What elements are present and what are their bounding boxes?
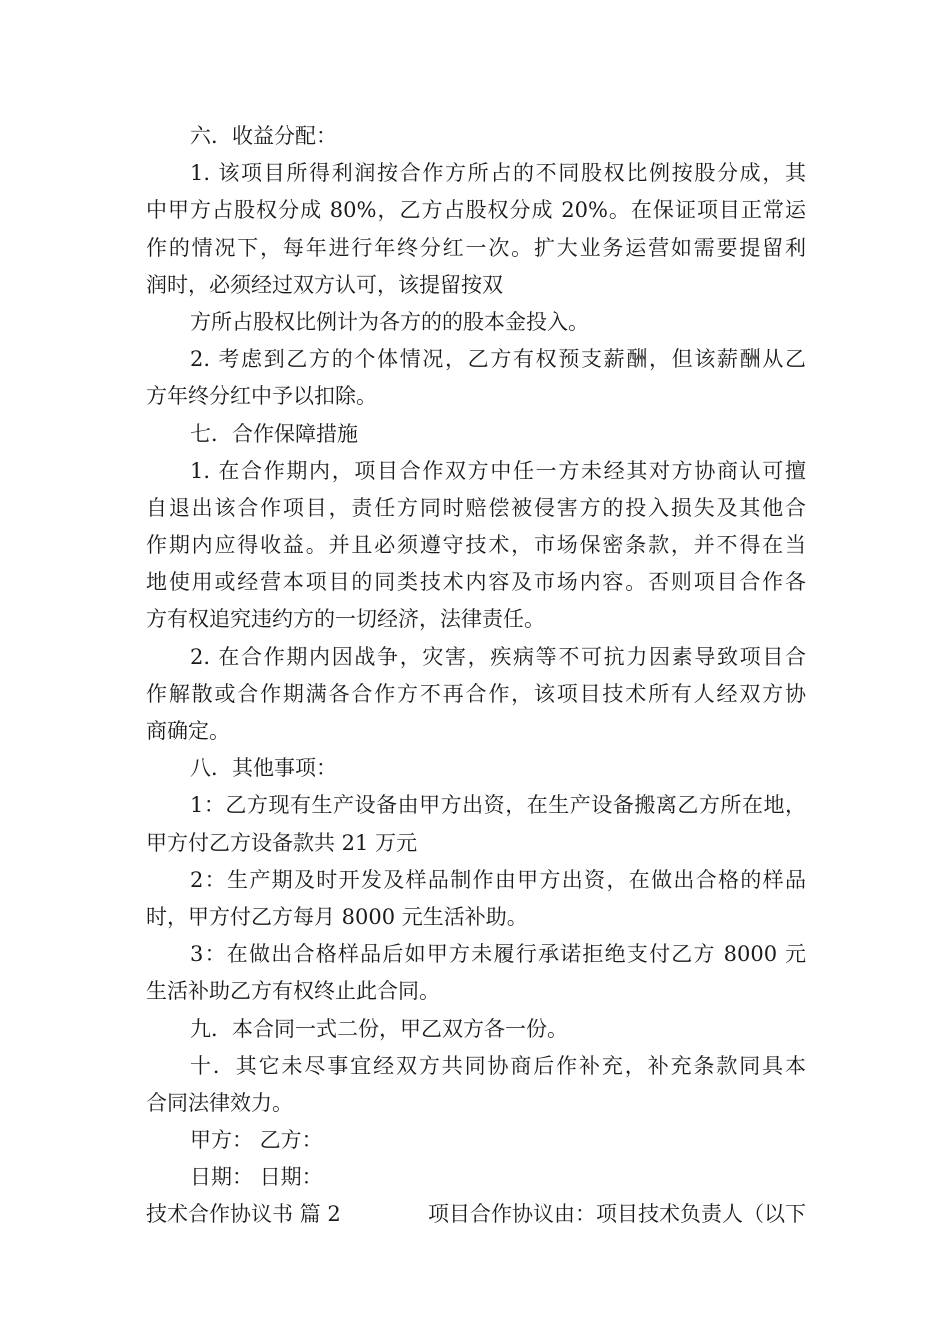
paragraph-line: 1. 该项目所得利润按合作方所占的不同股权比例按股分成，其 [190, 161, 806, 186]
document-body [146, 118, 806, 1234]
paragraph-line: 地使用或经营本项目的同类技术内容及市场内容。否则项目合作各 [146, 570, 806, 595]
next-article-line [146, 1196, 806, 1233]
paragraph-line: 合同法律效力。 [146, 1090, 293, 1115]
paragraph-line: 方有权追究违约方的一切经济，法律责任。 [146, 607, 545, 632]
signature-parties: 甲方： 乙方： [190, 1128, 323, 1153]
signature-dates: 日期： 日期： [190, 1165, 323, 1190]
paragraph-line: 1：乙方现有生产设备由甲方出资，在生产设备搬离乙方所在地， [190, 793, 806, 818]
paragraph-line: 商确定。 [146, 719, 230, 743]
next-article-title: 技术合作协议书 篇 2 [146, 1202, 341, 1227]
paragraph-line: 自退出该合作项目，责任方同时赔偿被侵害方的投入损失及其他合 [146, 495, 806, 520]
paragraph-line: 3：在做出合格样品后如甲方未履行承诺拒绝支付乙方 8000 元 [190, 942, 806, 967]
paragraph-line: 作期内应得收益。并且必须遵守技术，市场保密条款，并不得在当 [146, 533, 806, 558]
next-article-intro: 项目合作协议由：项目技术负责人（以下 [428, 1202, 806, 1227]
paragraph-line: 2：生产期及时开发及样品制作由甲方出资，在做出合格的样品 [190, 867, 806, 892]
section-heading-7: 七．合作保障措施 [190, 421, 358, 446]
paragraph-line: 2. 在合作期内因战争，灾害，疾病等不可抗力因素导致项目合 [190, 644, 806, 669]
paragraph-line: 作解散或合作期满各合作方不再合作，该项目技术所有人经双方协 [146, 681, 806, 706]
paragraph-line: 润时，必须经过双方认可，该提留按双 [146, 272, 503, 297]
section-heading-10: 十．其它未尽事宜经双方共同协商后作补充，补充条款同具本 [190, 1053, 806, 1078]
paragraph-line: 生活补助乙方有权终止此合同。 [146, 979, 440, 1004]
paragraph-line: 2. 考虑到乙方的个体情况，乙方有权预支薪酬，但该薪酬从乙 [190, 347, 806, 372]
section-heading-9: 九．本合同一式二份，甲乙双方各一份。 [190, 1016, 568, 1041]
paragraph-line: 1. 在合作期内，项目合作双方中任一方未经其对方协商认可擅 [190, 458, 806, 483]
paragraph-line: 作的情况下，每年进行年终分红一次。扩大业务运营如需要提留利 [146, 235, 806, 260]
paragraph-line: 中甲方占股权分成 80%，乙方占股权分成 20%。在保证项目正常运 [146, 198, 806, 223]
section-heading-8: 八．其他事项： [190, 756, 337, 781]
paragraph-line: 方年终分红中予以扣除。 [146, 384, 377, 409]
paragraph-line: 时，甲方付乙方每月 8000 元生活补助。 [146, 904, 528, 929]
paragraph-line: 甲方付乙方设备款共 21 万元 [146, 830, 418, 855]
paragraph-line: 方所占股权比例计为各方的的股本金投入。 [190, 309, 589, 334]
section-heading-6: 六．收益分配： [190, 124, 337, 148]
